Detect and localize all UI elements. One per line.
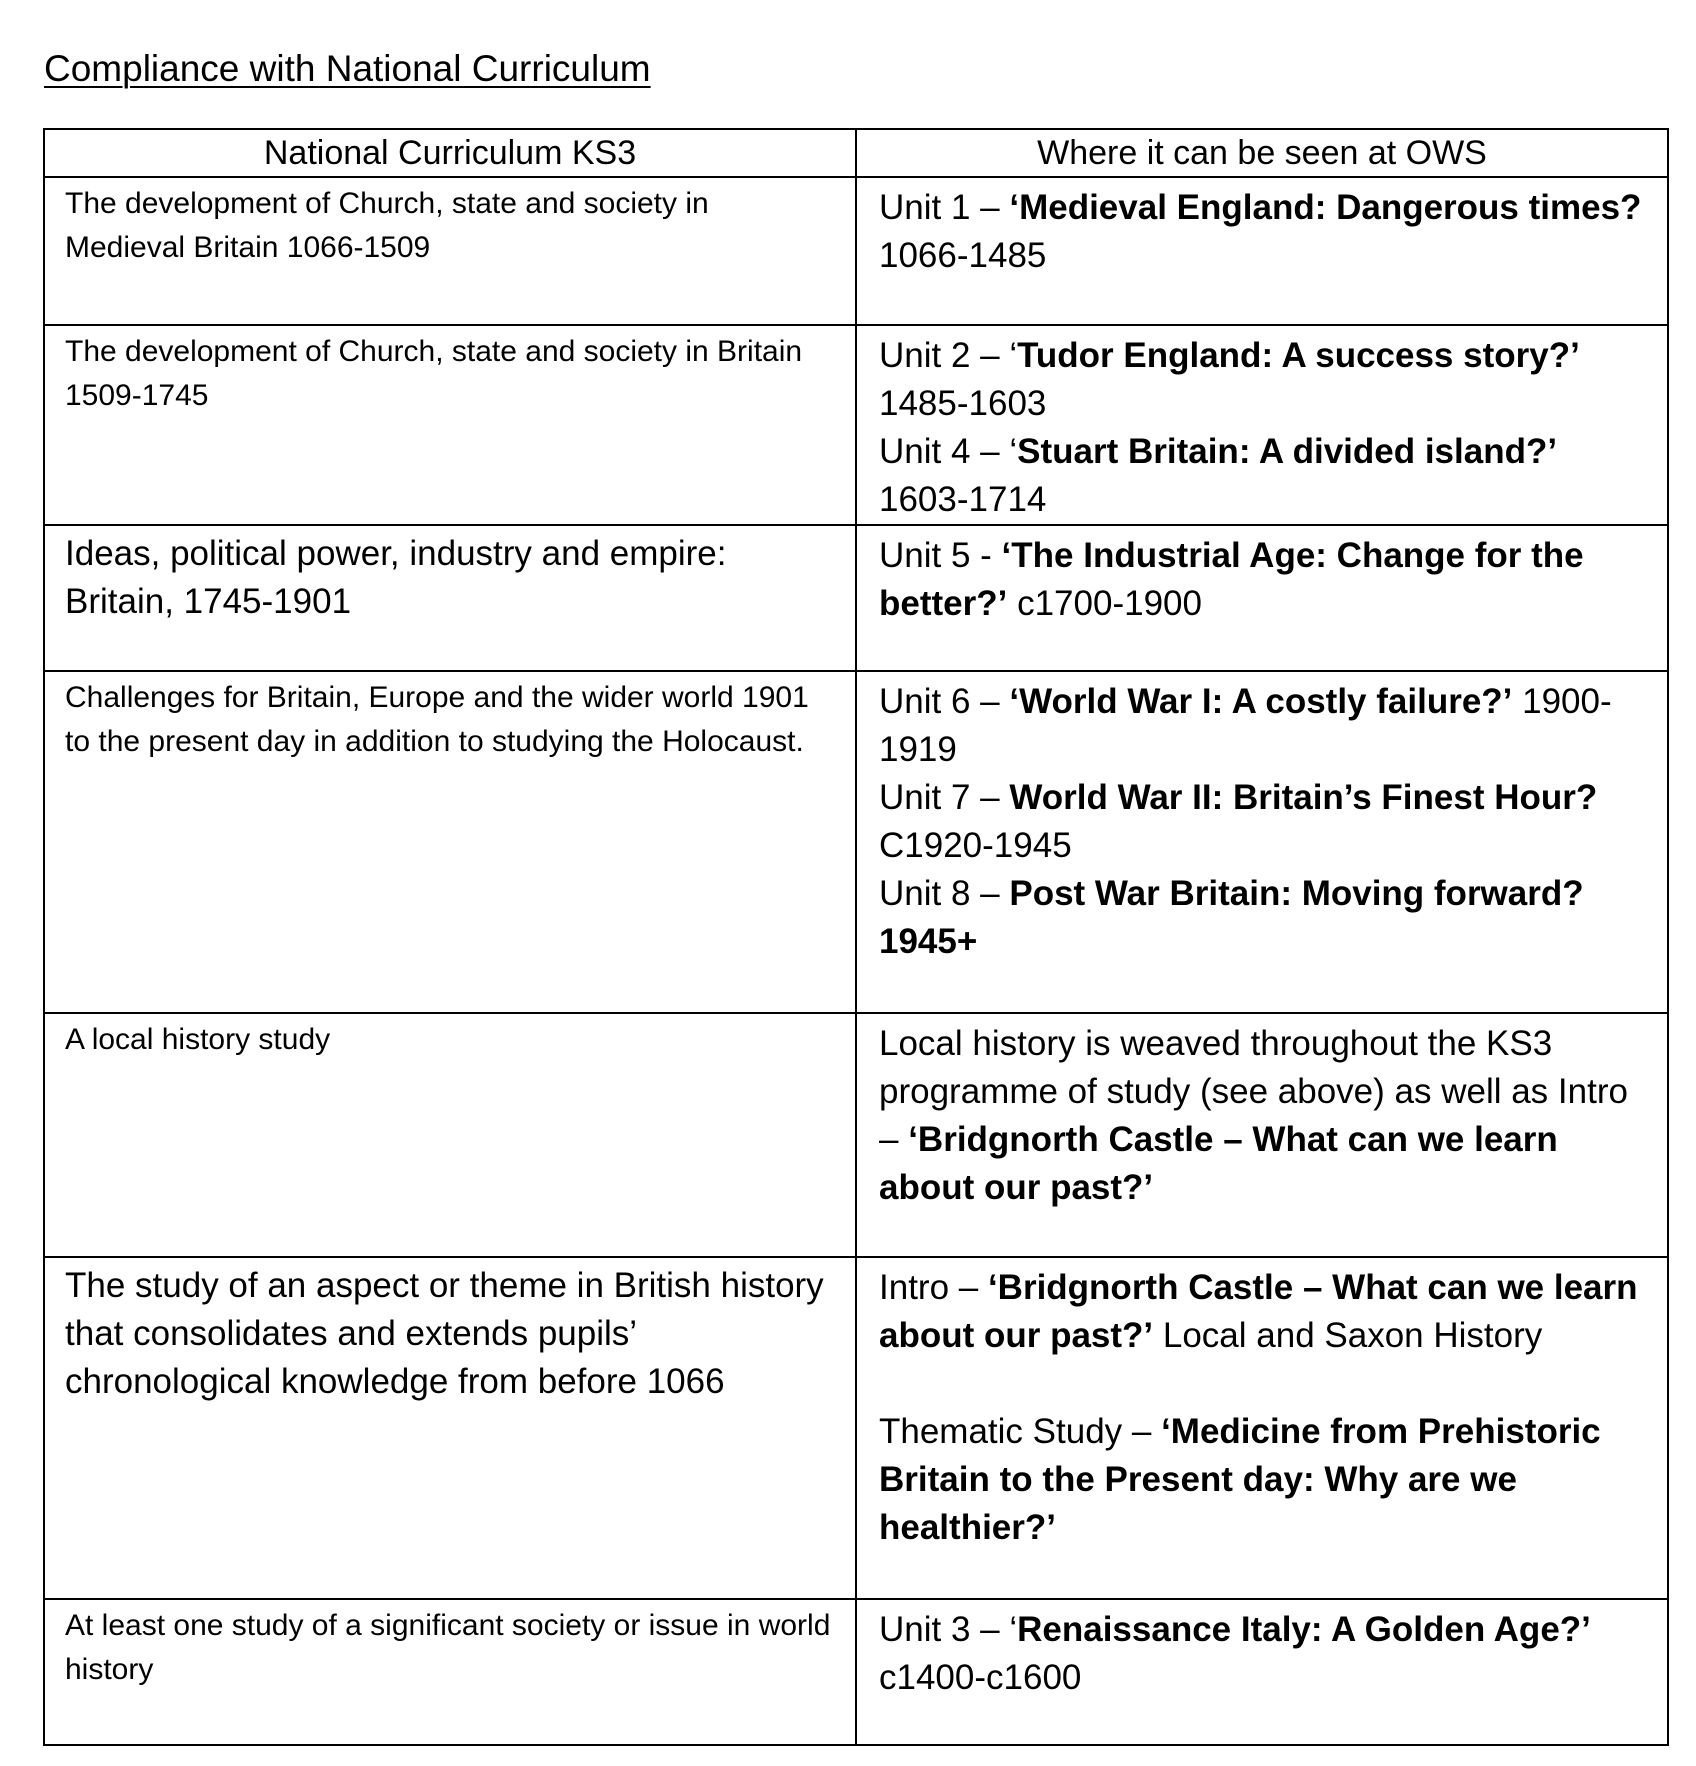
entry-title: ‘Medicine from Prehistoric Britain to the Present day: Why are we healthier?’ (879, 1412, 1601, 1547)
requirement-cell (44, 177, 856, 325)
entry-prefix: Unit 8 – (879, 874, 1010, 913)
unit-entry (879, 1606, 1647, 1702)
entry-title: World War II: Britain’s Finest Hour? (1009, 778, 1598, 817)
entry-prefix: Unit 4 – ‘ (879, 432, 1018, 471)
entry-title: Renaissance Italy: A Golden Age?’ (1017, 1610, 1591, 1649)
unit-entry (879, 532, 1647, 628)
entry-suffix: Local and Saxon History (1153, 1316, 1543, 1355)
requirement-text: Challenges for Britain, Europe and the wider world 1901 to the present day in addition to studying the Holocaust. (65, 681, 809, 758)
entry-prefix: Thematic Study – (879, 1412, 1162, 1451)
entry-prefix: Local history is weaved throughout the KS3 programme of study (see above) as well as Intro – (879, 1024, 1628, 1159)
requirement-cell (44, 671, 856, 1013)
requirement-cell (44, 1599, 856, 1745)
table-row (44, 177, 1668, 325)
requirement-text: The study of an aspect or theme in British history that consolidates and extends pupils’ chronological knowledge from before 1066 (65, 1266, 824, 1401)
unit-entry (879, 1408, 1647, 1552)
column-header-national-curriculum: National Curriculum KS3 (44, 129, 856, 177)
table-row (44, 1257, 1668, 1599)
table-row (44, 1599, 1668, 1745)
entry-title: ‘Bridgnorth Castle – What can we learn about our past?’ (879, 1120, 1558, 1207)
requirement-cell (44, 325, 856, 525)
unit-entry (879, 1020, 1647, 1212)
entry-title: Tudor England: A success story?’ (1017, 336, 1580, 375)
entry-prefix: Unit 7 – (879, 778, 1010, 817)
requirement-cell (44, 1013, 856, 1257)
unit-entry (879, 332, 1647, 428)
requirement-text: A local history study (65, 1023, 331, 1056)
entry-prefix: Unit 5 - (879, 536, 1002, 575)
unit-entry (879, 870, 1647, 966)
entry-title: ‘Medieval England: Dangerous times? (1009, 188, 1642, 227)
where-cell (856, 1013, 1668, 1257)
entry-suffix: c1700-1900 (1007, 584, 1202, 623)
entry-prefix: Intro – (879, 1268, 988, 1307)
requirement-text: At least one study of a significant society or issue in world history (65, 1609, 831, 1686)
table-row (44, 525, 1668, 671)
where-cell (856, 177, 1668, 325)
entry-prefix: Unit 6 – (879, 682, 1010, 721)
entry-title: Stuart Britain: A divided island?’ (1017, 432, 1558, 471)
entry-prefix: Unit 1 – (879, 188, 1010, 227)
requirement-text: Ideas, political power, industry and empire: Britain, 1745-1901 (65, 534, 727, 621)
table-row (44, 671, 1668, 1013)
entry-suffix: 1485-1603 (879, 384, 1047, 423)
where-cell (856, 325, 1668, 525)
entry-prefix: Unit 3 – ‘ (879, 1610, 1018, 1649)
unit-entry (879, 184, 1647, 280)
unit-entry (879, 428, 1647, 524)
requirement-cell (44, 525, 856, 671)
requirement-cell (44, 1257, 856, 1599)
column-header-where-seen: Where it can be seen at OWS (856, 129, 1668, 177)
where-cell (856, 525, 1668, 671)
requirement-text: The development of Church, state and society in Britain 1509-1745 (65, 335, 803, 412)
entry-suffix: C1920-1945 (879, 826, 1072, 865)
where-cell (856, 671, 1668, 1013)
entry-prefix: Unit 2 – ‘ (879, 336, 1018, 375)
unit-entry (879, 678, 1647, 774)
entry-title: ‘World War I: A costly failure?’ (1009, 682, 1513, 721)
document-title: Compliance with National Curriculum (44, 48, 651, 89)
table-row (44, 325, 1668, 525)
curriculum-compliance-table (43, 128, 1669, 1746)
entry-suffix: 1900-1919 (879, 682, 1612, 769)
entry-title: Post War Britain: Moving forward? 1945+ (879, 874, 1584, 961)
entry-suffix: c1400-c1600 (879, 1658, 1082, 1697)
where-cell (856, 1257, 1668, 1599)
table-row (44, 1013, 1668, 1257)
unit-entry (879, 774, 1647, 870)
unit-entry (879, 1264, 1647, 1360)
entry-suffix: 1066-1485 (879, 236, 1047, 275)
entry-spacer (879, 1360, 1647, 1408)
entry-title: ‘The Industrial Age: Change for the better?’ (879, 536, 1584, 623)
entry-suffix: 1603-1714 (879, 480, 1047, 519)
table-header-row (44, 129, 1668, 177)
entry-title: ‘Bridgnorth Castle – What can we learn about our past?’ (879, 1268, 1638, 1355)
requirement-text: The development of Church, state and society in Medieval Britain 1066-1509 (65, 187, 709, 264)
where-cell (856, 1599, 1668, 1745)
